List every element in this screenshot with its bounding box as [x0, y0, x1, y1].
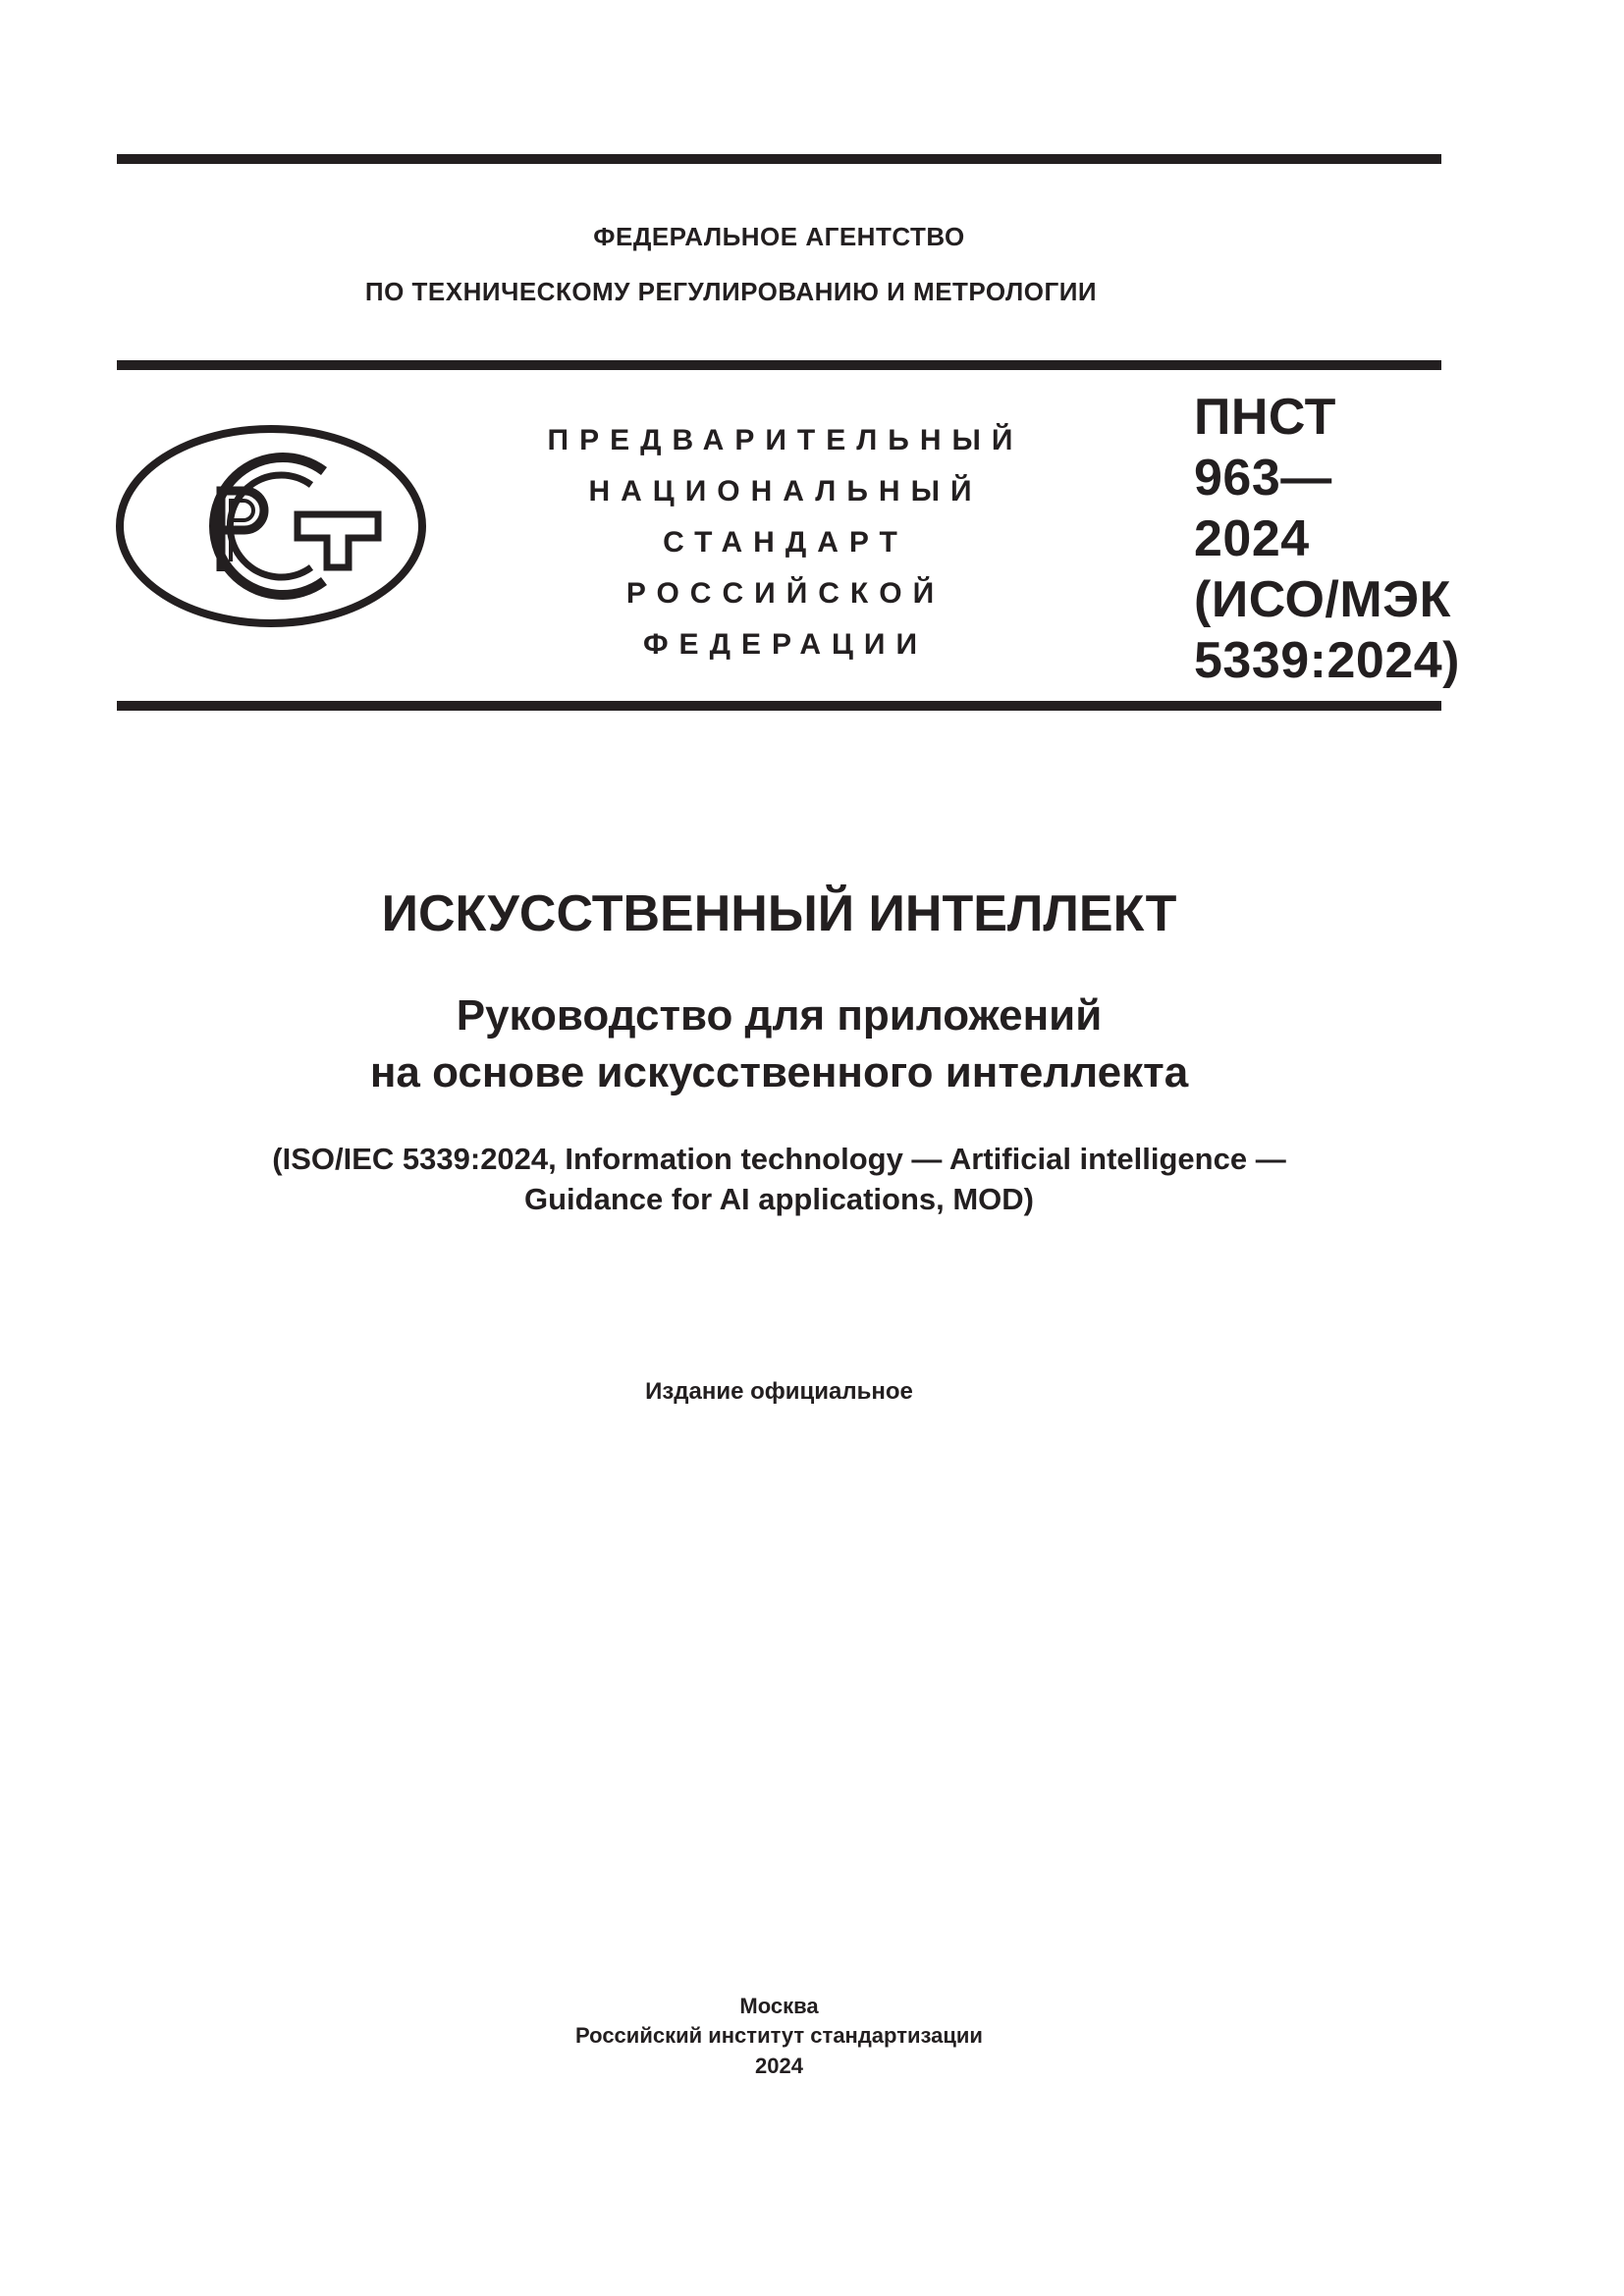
middle-rule — [117, 360, 1441, 370]
imprint-city: Москва — [739, 1994, 819, 2018]
standard-designation-line: 5339:2024) — [1194, 632, 1460, 689]
document-subtitle-line-2: на основе искусственного интеллекта — [369, 1048, 1189, 1096]
standard-type-line: ПРЕДВАРИТЕЛЬНЫЙ — [547, 424, 1024, 456]
top-rule — [117, 154, 1441, 164]
original-standard-line-1: (ISO/IEC 5339:2024, Information technology — Artificial intelligence — — [272, 1142, 1286, 1176]
gost-r-logo-icon — [115, 424, 427, 628]
standard-type-line: РОССИЙСКОЙ — [625, 577, 946, 610]
document-subtitle-line-1: Руководство для приложений — [456, 991, 1103, 1040]
standard-type-line: ФЕДЕРАЦИИ — [642, 628, 929, 661]
standard-designation-line: 2024 — [1194, 510, 1310, 567]
edition-label: Издание официальное — [645, 1378, 913, 1405]
standard-type-line: НАЦИОНАЛЬНЫЙ — [588, 475, 983, 507]
bottom-rule — [117, 701, 1441, 711]
document-title: ИСКУССТВЕННЫЙ ИНТЕЛЛЕКТ — [381, 885, 1177, 942]
standard-designation-line: 963— — [1194, 450, 1332, 507]
standard-designation-line: (ИСО/МЭК — [1194, 571, 1451, 628]
imprint-year: 2024 — [755, 2054, 803, 2078]
imprint-publisher: Российский институт стандартизации — [575, 2023, 983, 2048]
agency-name-line-1: ФЕДЕРАЛЬНОЕ АГЕНТСТВО — [593, 222, 965, 251]
standard-designation-line: ПНСТ — [1194, 389, 1336, 446]
standard-type-line: СТАНДАРТ — [663, 526, 908, 559]
original-standard-line-2: Guidance for AI applications, MOD) — [523, 1182, 1034, 1216]
agency-name-line-2: ПО ТЕХНИЧЕСКОМУ РЕГУЛИРОВАНИЮ И МЕТРОЛОГИИ — [364, 277, 1098, 306]
